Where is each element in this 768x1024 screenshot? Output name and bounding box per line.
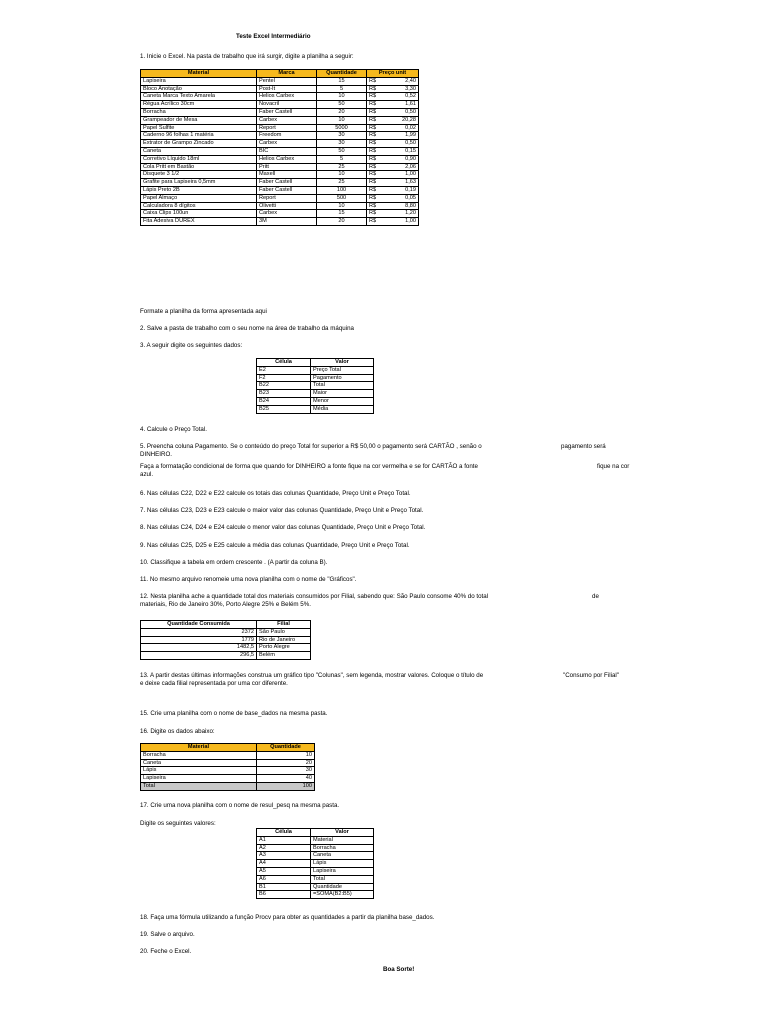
preco-unit-cell bbox=[367, 179, 419, 187]
step-13-line-1: 13. A partir destas últimas informações construa um gráfico tipo "Colunas", sem legenda, mostrar valores. Coloque o título de bbox=[140, 672, 484, 679]
marca-cell: Post-It bbox=[257, 85, 317, 93]
preco-unit-cell bbox=[367, 77, 419, 85]
currency-symbol: R$ bbox=[369, 93, 377, 100]
preco-unit-cell bbox=[367, 194, 419, 202]
currency-symbol: R$ bbox=[369, 77, 377, 84]
total-label: Total bbox=[141, 782, 257, 790]
marca-cell: Helios Carbex bbox=[257, 93, 317, 101]
preco-unit-cell bbox=[367, 163, 419, 171]
price-value: 0,50 bbox=[405, 140, 416, 147]
cells1-col-2-cell: Preço Total bbox=[311, 366, 374, 374]
quantidade-cell: 30 bbox=[317, 140, 367, 148]
consumo-col-2-cell: Belém bbox=[257, 652, 311, 660]
table-row bbox=[141, 751, 315, 759]
marca-cell: Novacril bbox=[257, 101, 317, 109]
marca-cell: Faber Castell bbox=[257, 186, 317, 194]
price-value: 2,40 bbox=[405, 77, 416, 84]
base-col-1-cell: Lapiseira bbox=[141, 775, 257, 783]
quantidade-cell: 25 bbox=[317, 163, 367, 171]
quantidade-cell: 5 bbox=[317, 85, 367, 93]
cells2-col-1-cell: A2 bbox=[257, 844, 311, 852]
consumo-col-2-cell: Rio de Janeiro bbox=[257, 636, 311, 644]
cells1-col-2-cell: Menor bbox=[311, 397, 374, 405]
currency-symbol: R$ bbox=[369, 179, 377, 186]
currency-symbol: R$ bbox=[369, 124, 377, 131]
table-row bbox=[141, 108, 419, 116]
marca-cell: 3M bbox=[257, 218, 317, 226]
cells2-col-2-cell: Lapiseira bbox=[311, 867, 374, 875]
marca-cell: Faber Castell bbox=[257, 108, 317, 116]
material-cell: Caneta bbox=[141, 147, 257, 155]
cells2-col-1-cell: A3 bbox=[257, 852, 311, 860]
cells2-col-1-cell: A5 bbox=[257, 867, 311, 875]
price-value: 0,02 bbox=[405, 124, 416, 131]
table-row bbox=[141, 132, 419, 140]
step-1: 1. Inicie o Excel. Na pasta de trabalho que irá surgir, digite a planilha a seguir: bbox=[140, 53, 354, 60]
table-row bbox=[141, 628, 311, 636]
marca-cell: Carbex bbox=[257, 116, 317, 124]
step-18: 18. Faça uma fórmula utilizando a função Procv para obter as quantidades a partir da planilha base_dados. bbox=[140, 914, 435, 921]
currency-symbol: R$ bbox=[369, 163, 377, 170]
price-value: 1,00 bbox=[405, 171, 416, 178]
base-col-1-cell: Caneta bbox=[141, 759, 257, 767]
cells2-col-2-cell: Total bbox=[311, 875, 374, 883]
consumo-table bbox=[140, 620, 311, 660]
preco-unit-cell bbox=[367, 202, 419, 210]
marca-cell: Pritt bbox=[257, 163, 317, 171]
price-value: 1,63 bbox=[405, 179, 416, 186]
preco-unit-cell bbox=[367, 124, 419, 132]
consumo-col-1-cell: 1779 bbox=[141, 636, 257, 644]
cells2-col-2-cell: Borracha bbox=[311, 844, 374, 852]
step-5-line-2: DINHEIRO. bbox=[140, 451, 172, 458]
marca-cell: Faber Castell bbox=[257, 179, 317, 187]
cells1-col-1-cell: F2 bbox=[257, 374, 311, 382]
cells2-col-2-cell: =SOMA(B2:B5) bbox=[311, 891, 374, 899]
table-row bbox=[257, 836, 374, 844]
preco-unit-cell bbox=[367, 155, 419, 163]
preco-unit-cell bbox=[367, 108, 419, 116]
marca-cell: BIC bbox=[257, 147, 317, 155]
table-row bbox=[141, 767, 315, 775]
table-row bbox=[257, 844, 374, 852]
cells-table-1-body bbox=[257, 366, 374, 413]
table-row bbox=[141, 179, 419, 187]
cells1-col-2-cell: Total bbox=[311, 382, 374, 390]
table-row bbox=[141, 116, 419, 124]
price-value: 0,52 bbox=[405, 93, 416, 100]
material-cell: Disquete 3 1/2 bbox=[141, 171, 257, 179]
step-10: 10. Classifique a tabela em ordem crescente . (A partir da coluna B). bbox=[140, 559, 328, 566]
table-row bbox=[141, 124, 419, 132]
currency-symbol: R$ bbox=[369, 132, 377, 139]
base-col-2-cell: 30 bbox=[257, 767, 315, 775]
base-dados-table bbox=[140, 743, 315, 791]
cells1-col-2-cell: Pagamento bbox=[311, 374, 374, 382]
marca-cell: Carbex bbox=[257, 140, 317, 148]
marca-cell: Report bbox=[257, 124, 317, 132]
currency-symbol: R$ bbox=[369, 210, 377, 217]
currency-symbol: R$ bbox=[369, 218, 377, 225]
currency-symbol: R$ bbox=[369, 140, 377, 147]
base-col-1-cell: Lápis bbox=[141, 767, 257, 775]
price-value: 0,50 bbox=[405, 108, 416, 115]
material-cell: Calculadora 8 dígitos bbox=[141, 202, 257, 210]
step-12-line-2: materiais, Rio de Janeiro 30%, Porto Alegre 25% e Belém 5%. bbox=[140, 601, 311, 608]
page-title: Teste Excel Intermediário bbox=[236, 33, 311, 40]
cells1-col-1-cell: B24 bbox=[257, 397, 311, 405]
marca-cell: Report bbox=[257, 194, 317, 202]
cells2-col-1-cell: B6 bbox=[257, 891, 311, 899]
quantidade-cell: 10 bbox=[317, 202, 367, 210]
consumo-col-2-cell: Porto Alegre bbox=[257, 644, 311, 652]
table-row bbox=[141, 759, 315, 767]
material-cell: Caderno 96 folhas 1 matéria bbox=[141, 132, 257, 140]
table-row bbox=[141, 77, 419, 85]
consumo-col-1-cell: 296,5 bbox=[141, 652, 257, 660]
table-row bbox=[141, 636, 311, 644]
price-value: 8,80 bbox=[405, 202, 416, 209]
material-cell: Bloco Anotação bbox=[141, 85, 257, 93]
step-17-sub: Digite os seguintes valores: bbox=[140, 820, 216, 827]
quantidade-cell: 15 bbox=[317, 77, 367, 85]
col-header-quantidade: Quantidade bbox=[317, 70, 367, 78]
closing-text: Boa Sorte! bbox=[383, 966, 415, 973]
table-row bbox=[141, 93, 419, 101]
table-row bbox=[257, 374, 374, 382]
quantidade-cell: 20 bbox=[317, 218, 367, 226]
cells-table-2-body bbox=[257, 836, 374, 898]
step-17: 17. Crie uma nova planilha com o nome de resul_pesq na mesma pasta. bbox=[140, 802, 340, 809]
material-cell: Borracha bbox=[141, 108, 257, 116]
quantidade-cell: 30 bbox=[317, 132, 367, 140]
col-header-marca: Marca bbox=[257, 70, 317, 78]
step-5-line-3-right: fique na cor bbox=[597, 463, 630, 470]
table-row bbox=[141, 194, 419, 202]
quantidade-cell: 100 bbox=[317, 186, 367, 194]
quantidade-cell: 15 bbox=[317, 210, 367, 218]
col-header-material: Material bbox=[141, 70, 257, 78]
step-5-line-1-right: pagamento será bbox=[561, 443, 606, 450]
preco-unit-cell bbox=[367, 93, 419, 101]
price-value: 2,06 bbox=[405, 163, 416, 170]
preco-unit-cell bbox=[367, 140, 419, 148]
price-value: 0,19 bbox=[405, 186, 416, 193]
quantidade-cell: 500 bbox=[317, 194, 367, 202]
preco-unit-cell bbox=[367, 171, 419, 179]
cells1-col-1-cell: E2 bbox=[257, 366, 311, 374]
step-5-line-3: Faça a formatação condicional de forma que quando for DINHEIRO a fonte fique na cor vermelha e se for CARTÃO a fonte bbox=[140, 463, 478, 470]
preco-unit-cell bbox=[367, 132, 419, 140]
material-cell: Cola Pritt em Bastão bbox=[141, 163, 257, 171]
products-body bbox=[141, 77, 419, 225]
cells-table-2 bbox=[256, 828, 374, 899]
price-value: 1,00 bbox=[405, 218, 416, 225]
currency-symbol: R$ bbox=[369, 171, 377, 178]
table-row bbox=[141, 652, 311, 660]
cells1-col-2-cell: Maior bbox=[311, 390, 374, 398]
format-note: Formate a planilha da forma apresentada aqui bbox=[140, 308, 267, 315]
base-dados-body bbox=[141, 751, 315, 782]
preco-unit-cell bbox=[367, 210, 419, 218]
table-row bbox=[141, 775, 315, 783]
col-header-quantidade-consumida: Quantidade Consumida bbox=[141, 621, 257, 629]
material-cell: Lapiseira bbox=[141, 77, 257, 85]
marca-cell: Freedom bbox=[257, 132, 317, 140]
cells-table-1 bbox=[256, 358, 374, 414]
quantidade-cell: 10 bbox=[317, 116, 367, 124]
table-row bbox=[257, 883, 374, 891]
quantidade-cell: 50 bbox=[317, 147, 367, 155]
table-row bbox=[141, 218, 419, 226]
table-row bbox=[257, 405, 374, 413]
price-value: 3,30 bbox=[405, 85, 416, 92]
products-table bbox=[140, 69, 419, 226]
base-col-2-cell: 20 bbox=[257, 759, 315, 767]
cells2-col-2-cell: Caneta bbox=[311, 852, 374, 860]
material-cell: Caixa Clips 100un bbox=[141, 210, 257, 218]
consumo-col-1-cell: 1482,5 bbox=[141, 644, 257, 652]
table-row bbox=[141, 140, 419, 148]
consumo-col-1-cell: 2372 bbox=[141, 628, 257, 636]
table-row bbox=[257, 397, 374, 405]
table-row bbox=[141, 155, 419, 163]
table-row bbox=[141, 163, 419, 171]
step-19: 19. Salve o arquivo. bbox=[140, 931, 195, 938]
table-row bbox=[257, 366, 374, 374]
material-cell: Grafite para Lapiseira 0,5mm bbox=[141, 179, 257, 187]
material-cell: Grampeador de Mesa bbox=[141, 116, 257, 124]
consumo-body bbox=[141, 628, 311, 659]
cells2-col-2-cell: Lápis bbox=[311, 860, 374, 868]
material-cell: Lápis Preto 2B bbox=[141, 186, 257, 194]
step-15: 15. Crie uma planilha com o nome de base_dados na mesma pasta. bbox=[140, 710, 328, 717]
preco-unit-cell bbox=[367, 218, 419, 226]
cells2-col-1-cell: A6 bbox=[257, 875, 311, 883]
currency-symbol: R$ bbox=[369, 101, 377, 108]
cells2-col-1-cell: A1 bbox=[257, 836, 311, 844]
base-col-2-cell: 10 bbox=[257, 751, 315, 759]
cells1-col-1-cell: B25 bbox=[257, 405, 311, 413]
material-cell: Extrator de Grampo Zincado bbox=[141, 140, 257, 148]
table-row bbox=[141, 85, 419, 93]
table-row bbox=[141, 147, 419, 155]
col-header-celula: Célula bbox=[257, 359, 311, 367]
step-13-line-2: e deixe cada filial representada por uma cor diferente. bbox=[140, 680, 288, 687]
preco-unit-cell bbox=[367, 85, 419, 93]
marca-cell: Carbex bbox=[257, 210, 317, 218]
step-7: 7. Nas células C23, D23 e E23 calcule o maior valor das colunas Quantidade, Preço Unit e Preço Total. bbox=[140, 507, 424, 514]
step-6: 6. Nas células C22, D22 e E22 calcule os totais das colunas Quantidade, Preço Unit e Preço Total. bbox=[140, 490, 411, 497]
col-header-filial: Filial bbox=[257, 621, 311, 629]
consumo-col-2-cell: São Paulo bbox=[257, 628, 311, 636]
step-8: 8. Nas células C24, D24 e E24 calcule o menor valor das colunas Quantidade, Preço Unit e Preço Total. bbox=[140, 524, 426, 531]
material-cell: Caneta Marca Texto Amarela bbox=[141, 93, 257, 101]
step-12-line-1-right: de bbox=[592, 593, 599, 600]
table-row bbox=[257, 860, 374, 868]
material-cell: Papel Almaço bbox=[141, 194, 257, 202]
col-header-preco-unit: Preço unit bbox=[367, 70, 419, 78]
quantidade-cell: 20 bbox=[317, 108, 367, 116]
table-row bbox=[257, 891, 374, 899]
total-value: 100 bbox=[257, 782, 315, 790]
currency-symbol: R$ bbox=[369, 155, 377, 162]
price-value: 0,05 bbox=[405, 194, 416, 201]
step-9: 9. Nas células C25, D25 e E25 calcule a média das colunas Quantidade, Preço Unit e Preço Total. bbox=[140, 542, 410, 549]
cells2-col-1-cell: B1 bbox=[257, 883, 311, 891]
table-row bbox=[141, 210, 419, 218]
preco-unit-cell bbox=[367, 116, 419, 124]
quantidade-cell: 25 bbox=[317, 179, 367, 187]
table-row bbox=[257, 852, 374, 860]
table-row bbox=[141, 202, 419, 210]
step-2: 2. Salve a pasta de trabalho com o seu nome na área de trabalho da máquina bbox=[140, 325, 354, 332]
quantidade-cell: 5 bbox=[317, 155, 367, 163]
currency-symbol: R$ bbox=[369, 116, 377, 123]
currency-symbol: R$ bbox=[369, 202, 377, 209]
quantidade-cell: 5000 bbox=[317, 124, 367, 132]
currency-symbol: R$ bbox=[369, 147, 377, 154]
step-20: 20. Feche o Excel. bbox=[140, 948, 192, 955]
col-header-valor: Valor bbox=[311, 359, 374, 367]
cells2-col-2-cell: Quantidade bbox=[311, 883, 374, 891]
table-row bbox=[257, 382, 374, 390]
table-row bbox=[141, 171, 419, 179]
table-row bbox=[257, 875, 374, 883]
col-header-base-material: Material bbox=[141, 744, 257, 752]
col-header-celula-2: Célula bbox=[257, 829, 311, 837]
quantidade-cell: 10 bbox=[317, 171, 367, 179]
step-5-line-4: azul. bbox=[140, 471, 154, 478]
marca-cell: Olivetti bbox=[257, 202, 317, 210]
base-col-2-cell: 40 bbox=[257, 775, 315, 783]
step-16: 16. Digite os dados abaixo: bbox=[140, 728, 215, 735]
base-col-1-cell: Borracha bbox=[141, 751, 257, 759]
cells1-col-1-cell: B23 bbox=[257, 390, 311, 398]
preco-unit-cell bbox=[367, 186, 419, 194]
step-4: 4. Calcule o Preço Total. bbox=[140, 426, 207, 433]
table-row bbox=[257, 867, 374, 875]
table-row bbox=[141, 644, 311, 652]
marca-cell: Pentel bbox=[257, 77, 317, 85]
material-cell: Corretivo Líquido 18ml bbox=[141, 155, 257, 163]
step-13-line-1-right: "Consumo por Filial" bbox=[563, 672, 619, 679]
preco-unit-cell bbox=[367, 101, 419, 109]
price-value: 1,99 bbox=[405, 132, 416, 139]
col-header-valor-2: Valor bbox=[311, 829, 374, 837]
col-header-base-quantidade: Quantidade bbox=[257, 744, 315, 752]
step-11: 11. No mesmo arquivo renomeie uma nova planilha com o nome de "Gráficos". bbox=[140, 576, 357, 583]
material-cell: Régua Acrílico 30cm bbox=[141, 101, 257, 109]
price-value: 1,61 bbox=[405, 101, 416, 108]
price-value: 0,15 bbox=[405, 147, 416, 154]
table-row bbox=[141, 101, 419, 109]
currency-symbol: R$ bbox=[369, 186, 377, 193]
marca-cell: Maxell bbox=[257, 171, 317, 179]
quantidade-cell: 50 bbox=[317, 101, 367, 109]
quantidade-cell: 10 bbox=[317, 93, 367, 101]
step-12-line-1: 12. Nesta planilha ache a quantidade total dos materiais consumidos por Filial, sabendo que: São Paulo consome 40% do total bbox=[140, 593, 489, 600]
currency-symbol: R$ bbox=[369, 108, 377, 115]
price-value: 1,20 bbox=[405, 210, 416, 217]
cells1-col-2-cell: Média bbox=[311, 405, 374, 413]
cells2-col-2-cell: Material bbox=[311, 836, 374, 844]
material-cell: Fita Adesiva DUREX bbox=[141, 218, 257, 226]
price-value: 20,28 bbox=[402, 116, 416, 123]
currency-symbol: R$ bbox=[369, 194, 377, 201]
preco-unit-cell bbox=[367, 147, 419, 155]
total-row bbox=[141, 782, 315, 790]
currency-symbol: R$ bbox=[369, 85, 377, 92]
table-row bbox=[257, 390, 374, 398]
table-row bbox=[141, 186, 419, 194]
cells1-col-1-cell: B22 bbox=[257, 382, 311, 390]
step-5-line-1: 5. Preencha coluna Pagamento. Se o conteúdo do preço Total for superior a R$ 50,00 o pagamento será CARTÃO , senão o bbox=[140, 443, 482, 450]
cells2-col-1-cell: A4 bbox=[257, 860, 311, 868]
marca-cell: Helios Carbex bbox=[257, 155, 317, 163]
price-value: 0,90 bbox=[405, 155, 416, 162]
material-cell: Papel Sulfite bbox=[141, 124, 257, 132]
step-3: 3. A seguir digite os seguintes dados: bbox=[140, 342, 243, 349]
